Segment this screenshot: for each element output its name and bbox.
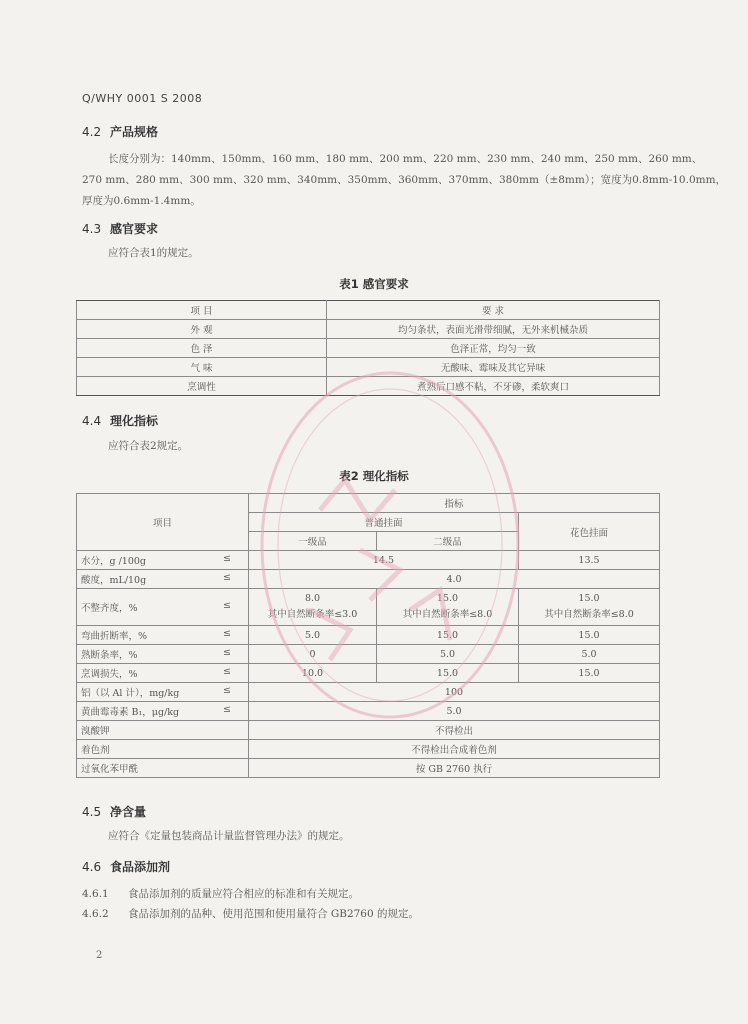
section-text-4-5: 应符合《定量包装商品计量监督管理办法》的规定。 bbox=[108, 830, 350, 842]
table-row bbox=[77, 320, 660, 339]
item-label: 溴酸钾 bbox=[81, 726, 110, 737]
header-cell: 要 求 bbox=[327, 301, 660, 320]
item-label: 黄曲霉毒素 B₁，μg/kg bbox=[81, 707, 180, 718]
value-cell: 15.0 bbox=[519, 664, 660, 683]
value-cell: 4.0 bbox=[249, 570, 660, 589]
operator: ≤ bbox=[223, 600, 231, 611]
value-cell: 5.0 bbox=[249, 626, 377, 645]
operator: ≤ bbox=[223, 704, 231, 715]
requirement-cell: 煮熟后口感不粘，不牙碜，柔软爽口 bbox=[327, 377, 660, 396]
value-note: 其中自然断条率≤8.0 bbox=[402, 609, 493, 620]
value-cell bbox=[519, 589, 660, 626]
table-row bbox=[77, 664, 660, 683]
section-heading-4-5 bbox=[82, 803, 146, 820]
table-header-row bbox=[77, 301, 660, 320]
subsection-text: 食品添加剂的品种、使用范围和使用量符合 GB2760 的规定。 bbox=[128, 908, 419, 920]
table-row bbox=[77, 589, 660, 626]
value-cell: 15.0 bbox=[519, 626, 660, 645]
operator: ≤ bbox=[223, 628, 231, 639]
item-cell bbox=[77, 683, 249, 702]
subsection-text: 食品添加剂的质量应符合相应的标准和有关规定。 bbox=[128, 888, 359, 900]
value-cell: 5.0 bbox=[377, 645, 519, 664]
section-title: 食品添加剂 bbox=[110, 860, 171, 874]
table-row bbox=[77, 339, 660, 358]
item-cell bbox=[77, 721, 249, 740]
table-row bbox=[77, 570, 660, 589]
value-note: 其中自然断条率≤3.0 bbox=[267, 609, 358, 620]
subsection-4-6-2 bbox=[82, 904, 662, 925]
item-label: 酸度，mL/10g bbox=[81, 575, 147, 586]
item-label: 不整齐度，% bbox=[81, 603, 138, 614]
value-cell: 100 bbox=[249, 683, 660, 702]
value: 15.0 bbox=[578, 593, 600, 604]
operator: ≤ bbox=[223, 572, 231, 583]
section-number: 4.2 bbox=[82, 125, 102, 139]
spec-line-1: 长度分别为：140mm、150mm、160 mm、180 mm、200 mm、220 mm、230 mm、240 mm、250 mm、260 mm、 bbox=[108, 153, 703, 165]
item-label: 熟断条率，% bbox=[81, 650, 138, 661]
section-title: 产品规格 bbox=[110, 125, 159, 139]
table-row bbox=[77, 759, 660, 778]
item-label: 水分，g /100g bbox=[81, 556, 147, 567]
item-cell bbox=[77, 551, 249, 570]
value: 8.0 bbox=[304, 593, 321, 604]
section-title: 净含量 bbox=[110, 805, 147, 819]
requirement-cell: 均匀条状，表面光滑带细腻，无外来机械杂质 bbox=[327, 320, 660, 339]
item-label: 铝（以 Al 计），mg/kg bbox=[81, 688, 180, 699]
item-label: 烹调损失，% bbox=[81, 669, 138, 680]
value-cell: 15.0 bbox=[377, 626, 519, 645]
value-cell: 不得检出 bbox=[249, 721, 660, 740]
value-cell bbox=[377, 589, 519, 626]
table-row bbox=[77, 358, 660, 377]
item-label: 着色剂 bbox=[81, 745, 110, 756]
value-cell: 按 GB 2760 执行 bbox=[249, 759, 660, 778]
value-cell bbox=[249, 589, 377, 626]
value-cell: 15.0 bbox=[377, 664, 519, 683]
section-text-4-4: 应符合表2规定。 bbox=[108, 440, 189, 452]
item-cell bbox=[77, 589, 249, 626]
table-row bbox=[77, 551, 660, 570]
value-note: 其中自然断条率≤8.0 bbox=[544, 609, 634, 620]
item-cell bbox=[77, 740, 249, 759]
item-cell: 外 观 bbox=[77, 320, 327, 339]
spec-line-2: 270 mm、280 mm、300 mm、320 mm、340mm、350mm、360mm、370mm、380mm（±8mm）；宽度为0.8mm-10.0mm， bbox=[82, 174, 727, 186]
subsection-number: 4.6.2 bbox=[82, 908, 109, 920]
value-cell: 不得检出合成着色剂 bbox=[249, 740, 660, 759]
subsection-4-6-1 bbox=[82, 884, 662, 905]
table2-caption: 表2 理化指标 bbox=[339, 469, 409, 483]
header-cell: 项 目 bbox=[77, 301, 327, 320]
item-cell bbox=[77, 664, 249, 683]
value-cell: 10.0 bbox=[249, 664, 377, 683]
table1-caption: 表1 感官要求 bbox=[339, 277, 409, 291]
requirement-cell: 无酸味、霉味及其它异味 bbox=[327, 358, 660, 377]
section-heading-4-3 bbox=[82, 220, 158, 237]
table-row bbox=[77, 683, 660, 702]
value-cell: 13.5 bbox=[519, 551, 660, 570]
item-label: 弯曲折断率，% bbox=[81, 631, 148, 642]
standard-code: Q/WHY 0001 S 2008 bbox=[82, 92, 203, 105]
section-number: 4.5 bbox=[82, 805, 102, 819]
grade2-header-cell: 二级品 bbox=[377, 532, 519, 551]
spec-paragraph bbox=[82, 149, 727, 212]
operator: ≤ bbox=[223, 685, 231, 696]
operator: ≤ bbox=[223, 553, 231, 564]
section-heading-4-6 bbox=[82, 858, 170, 875]
section-heading-4-2 bbox=[82, 123, 158, 140]
item-cell: 烹调性 bbox=[77, 377, 327, 396]
item-cell bbox=[77, 759, 249, 778]
table-row bbox=[77, 626, 660, 645]
value: 15.0 bbox=[436, 593, 459, 604]
section-number: 4.6 bbox=[82, 860, 102, 874]
table-row bbox=[77, 702, 660, 721]
item-cell: 气 味 bbox=[77, 358, 327, 377]
grade1-header-cell: 一级品 bbox=[249, 532, 377, 551]
item-cell bbox=[77, 570, 249, 589]
value-cell: 0 bbox=[249, 645, 377, 664]
sensory-table bbox=[76, 300, 660, 396]
table-header-row bbox=[77, 494, 660, 513]
value-cell: 5.0 bbox=[519, 645, 660, 664]
value-cell: 5.0 bbox=[249, 702, 660, 721]
section-number: 4.3 bbox=[82, 222, 102, 236]
table-row bbox=[77, 645, 660, 664]
item-cell bbox=[77, 626, 249, 645]
table-row bbox=[77, 740, 660, 759]
item-label: 过氧化苯甲酰 bbox=[81, 764, 139, 775]
plain-noodle-header-cell: 普通挂面 bbox=[249, 513, 519, 532]
page-number: 2 bbox=[96, 950, 103, 961]
table-row bbox=[77, 721, 660, 740]
operator: ≤ bbox=[223, 666, 231, 677]
subsection-number: 4.6.1 bbox=[82, 888, 109, 900]
section-title: 理化指标 bbox=[110, 414, 159, 428]
item-cell bbox=[77, 702, 249, 721]
spec-line-3: 厚度为0.6mm-1.4mm。 bbox=[82, 195, 201, 207]
operator: ≤ bbox=[223, 647, 231, 658]
item-cell bbox=[77, 645, 249, 664]
section-text-4-3: 应符合表1的规定。 bbox=[108, 247, 199, 259]
section-number: 4.4 bbox=[82, 414, 102, 428]
flower-noodle-header-cell: 花色挂面 bbox=[519, 513, 660, 551]
indicator-header-cell: 指标 bbox=[249, 494, 660, 513]
requirement-cell: 色泽正常，均匀一致 bbox=[327, 339, 660, 358]
section-heading-4-4 bbox=[82, 412, 158, 429]
item-header-cell: 项目 bbox=[77, 494, 249, 551]
item-cell: 色 泽 bbox=[77, 339, 327, 358]
physicochemical-table bbox=[76, 493, 660, 778]
section-title: 感官要求 bbox=[110, 222, 159, 236]
table-row bbox=[77, 377, 660, 396]
value-cell: 14.5 bbox=[249, 551, 519, 570]
